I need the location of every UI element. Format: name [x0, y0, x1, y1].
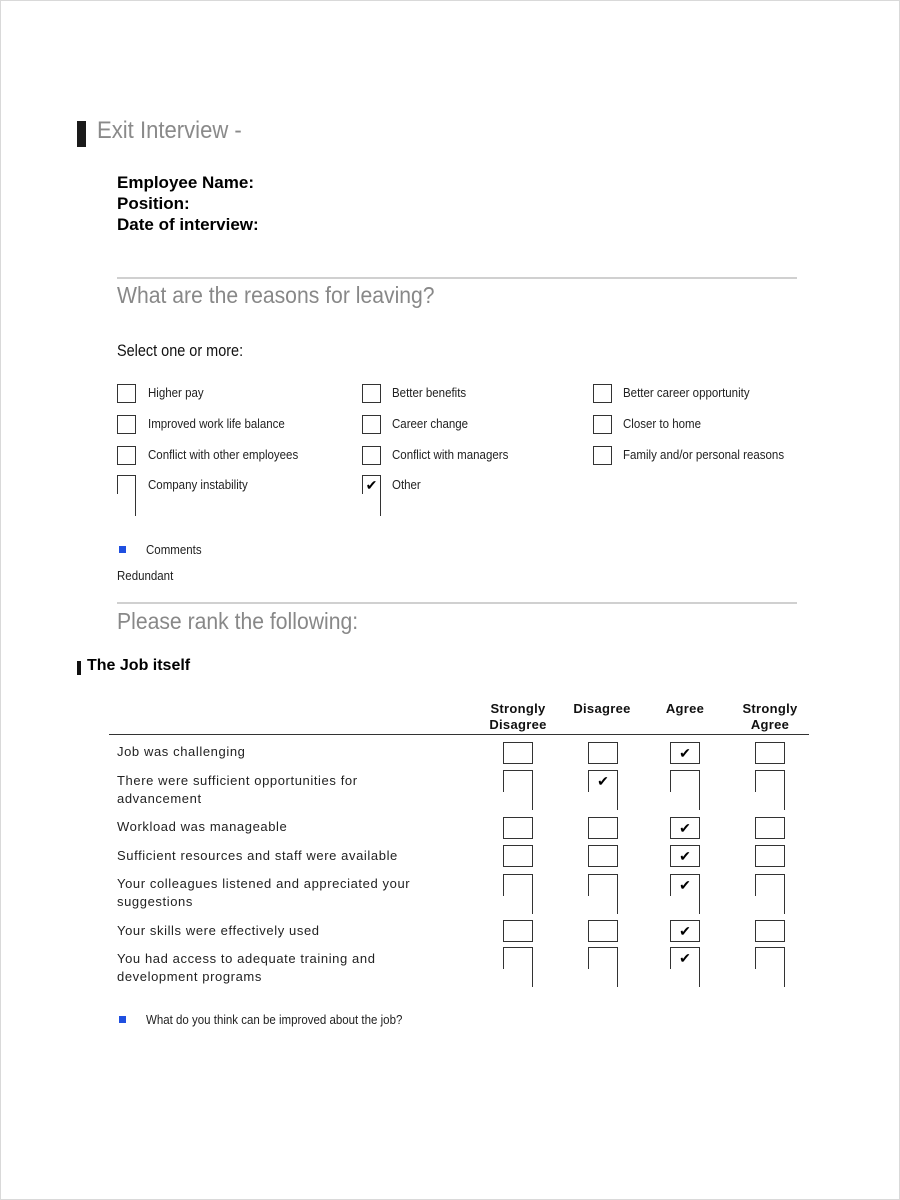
- reason-checkbox-career-change[interactable]: [362, 415, 381, 434]
- rank-checkbox-strongly-agree[interactable]: [755, 947, 785, 969]
- checkbox-stem: [784, 792, 785, 810]
- rank-checkbox-disagree[interactable]: [588, 947, 618, 969]
- bullet-icon: [119, 546, 126, 553]
- reason-label: Closer to home: [623, 417, 701, 431]
- col-agree: Agree: [665, 701, 705, 716]
- rank-row-label: Your skills were effectively used: [117, 923, 320, 938]
- select-instruction: Select one or more:: [117, 341, 244, 360]
- reason-checkbox-company-instability[interactable]: [117, 475, 136, 494]
- comments-value[interactable]: Redundant: [117, 569, 174, 583]
- reason-checkbox-better-benefits[interactable]: [362, 384, 381, 403]
- rank-checkbox-agree[interactable]: [670, 947, 700, 969]
- reason-checkbox-conflict-managers[interactable]: [362, 446, 381, 465]
- checkbox-stem: [617, 969, 618, 987]
- rank-checkbox-agree[interactable]: [670, 874, 700, 896]
- rank-row-label: There were sufficient opportunities for advancement: [117, 773, 358, 806]
- rank-checkbox-strongly-agree[interactable]: [755, 845, 785, 867]
- checkbox-stem: [135, 494, 136, 516]
- rank-checkbox-strongly-disagree[interactable]: [503, 770, 533, 792]
- improve-question: What do you think can be improved about the job?: [146, 1013, 403, 1027]
- date-of-interview-label: Date of interview:: [117, 215, 259, 234]
- rank-checkbox-disagree[interactable]: [588, 770, 618, 792]
- col-strongly-disagree: Strongly Disagree: [489, 701, 547, 732]
- reason-label: Other: [392, 478, 421, 492]
- rank-checkbox-agree[interactable]: [670, 845, 700, 867]
- table-header-rule: [109, 734, 809, 735]
- bullet-icon: [119, 1016, 126, 1023]
- checkbox-stem: [699, 792, 700, 810]
- reasons-question: What are the reasons for leaving?: [117, 282, 435, 308]
- reason-label: Family and/or personal reasons: [623, 448, 785, 462]
- rank-checkbox-agree[interactable]: [670, 920, 700, 942]
- checkbox-stem: [617, 896, 618, 914]
- rank-checkbox-disagree[interactable]: [588, 920, 618, 942]
- rank-checkbox-strongly-disagree[interactable]: [503, 817, 533, 839]
- checkbox-stem: [784, 896, 785, 914]
- reason-checkbox-closer-to-home[interactable]: [593, 415, 612, 434]
- rank-checkbox-strongly-agree[interactable]: [755, 770, 785, 792]
- checkbox-stem: [784, 969, 785, 987]
- reason-label: Career change: [392, 417, 469, 431]
- checkbox-stem: [699, 969, 700, 987]
- title-marker: [77, 121, 86, 147]
- rank-row-label: Your colleagues listened and appreciated your suggestions: [117, 876, 411, 909]
- reason-checkbox-other[interactable]: [362, 475, 381, 494]
- checkbox-stem: [380, 494, 381, 516]
- rank-checkbox-agree[interactable]: [670, 742, 700, 764]
- rank-heading: Please rank the following:: [117, 608, 359, 634]
- rank-checkbox-strongly-disagree[interactable]: [503, 947, 533, 969]
- rank-checkbox-strongly-disagree[interactable]: [503, 742, 533, 764]
- rank-checkbox-strongly-agree[interactable]: [755, 742, 785, 764]
- checkbox-stem: [617, 792, 618, 810]
- checkbox-stem: [532, 896, 533, 914]
- rank-row-label: Workload was manageable: [117, 819, 288, 834]
- rank-checkbox-strongly-agree[interactable]: [755, 874, 785, 896]
- rank-checkbox-disagree[interactable]: [588, 742, 618, 764]
- reason-label: Conflict with managers: [392, 448, 509, 462]
- checkbox-stem: [699, 896, 700, 914]
- rank-row-label: Job was challenging: [117, 744, 246, 759]
- section-divider: [117, 602, 797, 604]
- checkmark-icon: ✔: [679, 745, 691, 761]
- reason-checkbox-higher-pay[interactable]: [117, 384, 136, 403]
- reason-checkbox-better-career-opportunity[interactable]: [593, 384, 612, 403]
- job-section-heading: The Job itself: [87, 657, 191, 674]
- reason-checkbox-conflict-employees[interactable]: [117, 446, 136, 465]
- rank-checkbox-strongly-disagree[interactable]: [503, 920, 533, 942]
- reason-checkbox-family-personal[interactable]: [593, 446, 612, 465]
- checkmark-icon: ✔: [679, 950, 691, 966]
- rank-checkbox-strongly-disagree[interactable]: [503, 874, 533, 896]
- position-label: Position:: [117, 194, 190, 213]
- rank-checkbox-disagree[interactable]: [588, 817, 618, 839]
- subsection-marker: [77, 661, 81, 675]
- rank-row-label: You had access to adequate training and development programs: [117, 951, 376, 984]
- reason-label: Higher pay: [148, 386, 204, 400]
- col-disagree: Disagree: [573, 701, 631, 716]
- checkbox-stem: [532, 969, 533, 987]
- reason-label: Company instability: [148, 478, 248, 492]
- section-divider: [117, 277, 797, 279]
- checkmark-icon: ✔: [597, 773, 609, 789]
- reason-checkbox-work-life-balance[interactable]: [117, 415, 136, 434]
- checkmark-icon: ✔: [679, 877, 691, 893]
- reason-label: Better benefits: [392, 386, 467, 400]
- reason-label: Conflict with other employees: [148, 448, 299, 462]
- reason-label: Improved work life balance: [148, 417, 285, 431]
- rank-checkbox-agree[interactable]: [670, 817, 700, 839]
- checkmark-icon: ✔: [679, 848, 691, 864]
- checkbox-stem: [532, 792, 533, 810]
- rank-checkbox-disagree[interactable]: [588, 874, 618, 896]
- rank-checkbox-strongly-disagree[interactable]: [503, 845, 533, 867]
- employee-name-label: Employee Name:: [117, 173, 254, 192]
- rank-checkbox-strongly-agree[interactable]: [755, 817, 785, 839]
- reason-label: Better career opportunity: [623, 386, 750, 400]
- col-strongly-agree: Strongly Agree: [742, 701, 798, 732]
- comments-label: Comments: [146, 543, 202, 557]
- rank-checkbox-strongly-agree[interactable]: [755, 920, 785, 942]
- page-title: Exit Interview -: [97, 117, 242, 144]
- rank-checkbox-disagree[interactable]: [588, 845, 618, 867]
- rank-checkbox-agree[interactable]: [670, 770, 700, 792]
- checkmark-icon: ✔: [679, 923, 691, 939]
- checkmark-icon: ✔: [679, 820, 691, 836]
- rank-row-label: Sufficient resources and staff were available: [117, 848, 398, 863]
- checkmark-icon: ✔: [365, 477, 378, 493]
